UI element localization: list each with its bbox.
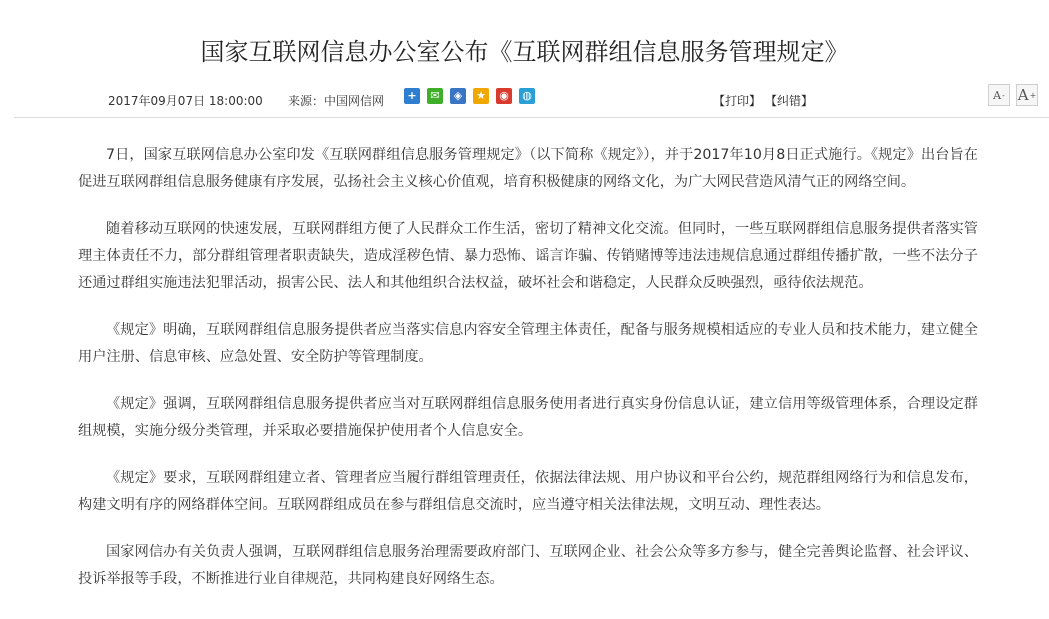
qzone-icon[interactable]: ★ (473, 88, 489, 104)
font-decrease-button[interactable] (988, 84, 1010, 106)
paragraph: 国家网信办有关负责人强调，互联网群组信息服务治理需要政府部门、互联网企业、社会公众等多方参与，健全完善舆论监督、社会评议、投诉举报等手段，不断推进行业自律规范，共同构建良好网络生态。 (78, 544, 978, 587)
font-decrease-sup: - (1002, 90, 1005, 100)
share-bar (404, 88, 535, 104)
douban-icon[interactable]: ◍ (519, 88, 535, 104)
paragraph: 《规定》强调，互联网群组信息服务提供者应当对互联网群组信息服务使用者进行真实身份信息认证，建立信用等级管理体系，合理设定群组规模，实施分级分类管理，并采取必要措施保护使用者个人信息安全。 (78, 396, 978, 439)
correct-button[interactable]: 【纠错】 (765, 94, 814, 108)
font-size-controls (988, 84, 1038, 106)
font-increase-button[interactable] (1016, 84, 1038, 106)
font-decrease-label: A (993, 88, 1002, 102)
article-title: 国家互联网信息办公室公布《互联网群组信息服务管理规定》 (200, 38, 849, 66)
paragraph: 随着移动互联网的快速发展，互联网群组方便了人民群众工作生活，密切了精神文化交流。但同时，一些互联网群组信息服务提供者落实管理主体责任不力，部分群组管理者职责缺失，造成淫秽色情、暴力恐怖、谣言诈骗、传销赌博等违法违规信息通过群组传播扩散，一些不法分子还通过群组实施违法犯罪活动，损害公民、法人和其他组织合法权益，破坏社会和谐稳定，人民群众反映强烈，亟待依法规范。 (78, 221, 978, 291)
weibo-icon[interactable]: ◈ (450, 88, 466, 104)
wechat-icon[interactable]: ✉ (427, 88, 443, 104)
paragraph: 《规定》要求，互联网群组建立者、管理者应当履行群组管理责任，依据法律法规、用户协议和平台公约，规范群组网络行为和信息发布，构建文明有序的网络群体空间。互联网群组成员在参与群组信息交流时，应当遵守相关法律法规，文明互动、理性表达。 (78, 470, 978, 513)
share-plus-icon[interactable]: + (404, 88, 420, 104)
paragraph: 7日，国家互联网信息办公室印发《互联网群组信息服务管理规定》（以下简称《规定》），并于2017年10月8日正式施行。《规定》出台旨在促进互联网群组信息服务健康有序发展，弘扬社会主义核心价值观，培育积极健康的网络文化，为广大网民营造风清气正的网络空间。 (78, 147, 978, 190)
publish-date: 2017年09月07日 18:00:00 (108, 94, 263, 108)
article-body (78, 142, 978, 613)
font-increase-sup: + (1029, 90, 1037, 100)
article-actions (713, 90, 813, 112)
font-increase-label: A (1017, 86, 1029, 104)
header-divider (14, 117, 1049, 118)
article-source: 来源：中国网信网 (288, 94, 385, 108)
paragraph: 《规定》明确，互联网群组信息服务提供者应当落实信息内容安全管理主体责任，配备与服务规模相适应的专业人员和技术能力，建立健全用户注册、信息审核、应急处置、安全防护等管理制度。 (78, 322, 978, 365)
print-button[interactable]: 【打印】 (713, 94, 762, 108)
renren-icon[interactable]: ◉ (496, 88, 512, 104)
